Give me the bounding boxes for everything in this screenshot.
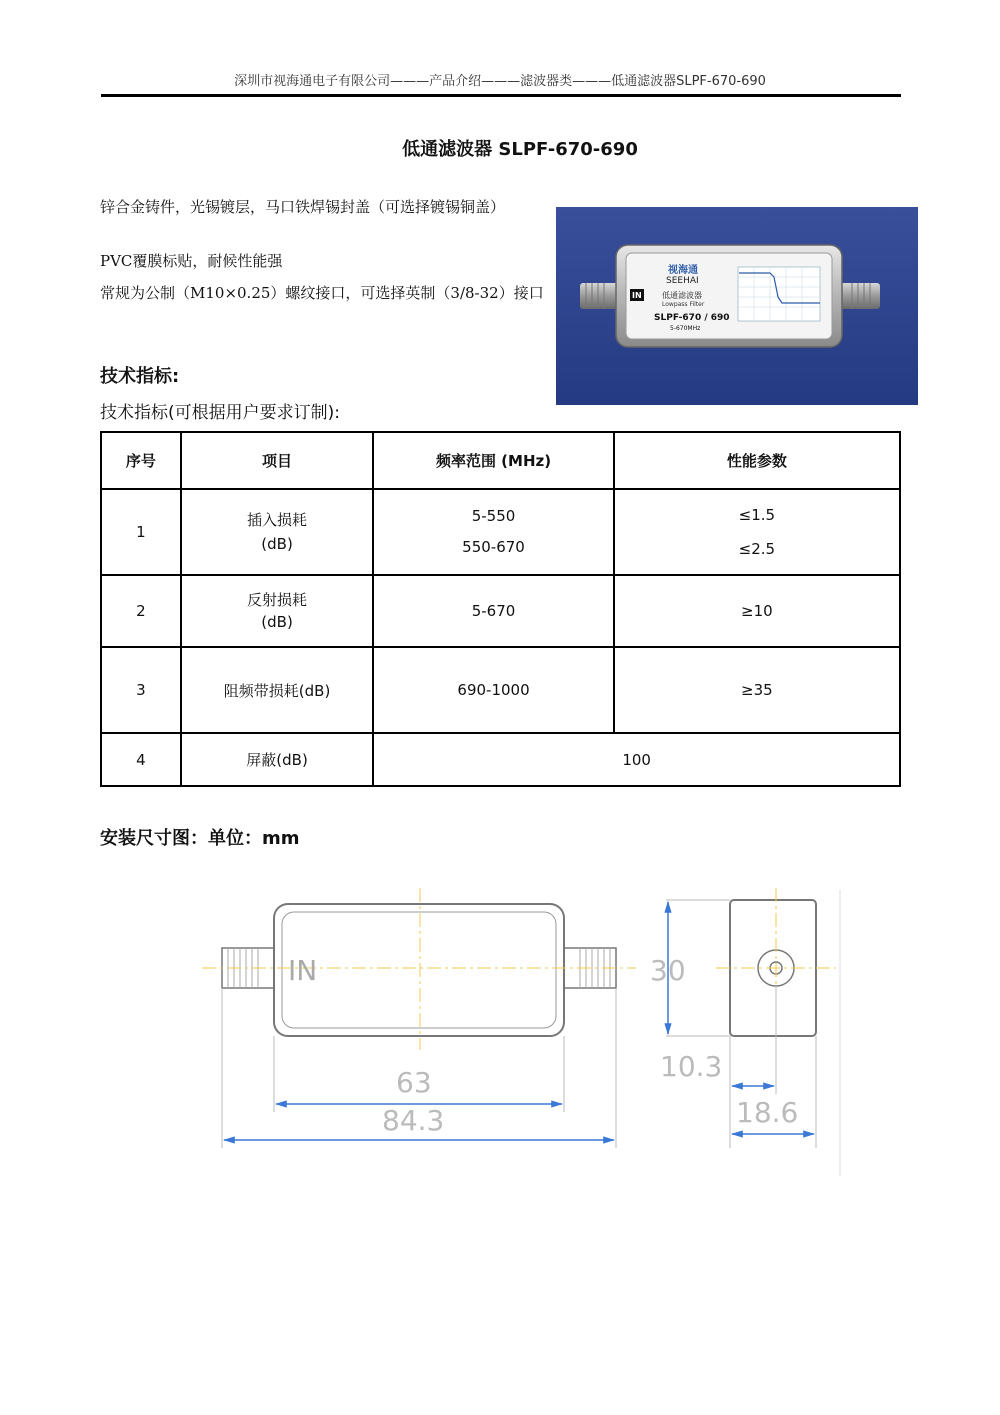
page-title: 低通滤波器 SLPF-670-690 bbox=[402, 139, 638, 160]
description-line-2: PVC覆膜标贴，耐候性能强 bbox=[100, 252, 283, 270]
specs-intro: 技术指标(可根据用户要求订制): bbox=[100, 403, 340, 423]
row-freq: 5-670 bbox=[373, 575, 613, 647]
photo-model: SLPF-670 / 690 bbox=[654, 313, 730, 323]
table-row bbox=[101, 575, 900, 647]
description-line-1: 锌合金铸件，光锡镀层，马口铁焊锡封盖（可选择镀锡铜盖） bbox=[100, 198, 506, 216]
photo-brand-cn: 视海通 bbox=[668, 265, 698, 276]
specs-heading: 技术指标: bbox=[100, 366, 180, 387]
dimension-heading: 安装尺寸图：单位：mm bbox=[100, 828, 300, 849]
header-divider bbox=[101, 94, 901, 97]
header-no: 序号 bbox=[101, 432, 181, 489]
dim-total-length: 84.3 bbox=[382, 1104, 445, 1137]
row-no: 4 bbox=[101, 733, 181, 786]
dim-port-offset: 10.3 bbox=[660, 1050, 723, 1083]
dim-height: 30 bbox=[650, 954, 686, 987]
item-unit: (dB) bbox=[261, 535, 293, 553]
item-unit: (dB) bbox=[261, 613, 293, 631]
dim-body-length: 63 bbox=[396, 1066, 432, 1099]
row-no: 3 bbox=[101, 647, 181, 733]
row-item: 屏蔽(dB) bbox=[181, 733, 374, 786]
photo-product-cn: 低通滤波器 bbox=[662, 291, 702, 300]
side-view bbox=[716, 888, 840, 1176]
row-item bbox=[181, 489, 374, 575]
row-param bbox=[614, 489, 900, 575]
item-line: 反射损耗 bbox=[247, 591, 308, 609]
photo-brand-en: SEEHAI bbox=[666, 276, 699, 286]
product-photo bbox=[556, 207, 918, 405]
table-header-row bbox=[101, 432, 900, 489]
page-header: 深圳市视海通电子有限公司———产品介绍———滤波器类———低通滤波器SLPF-670-690 bbox=[234, 74, 766, 89]
row-no: 2 bbox=[101, 575, 181, 647]
dim-depth: 18.6 bbox=[736, 1096, 799, 1129]
item-line: 插入损耗 bbox=[247, 511, 308, 529]
row-merged-value: 100 bbox=[373, 733, 900, 786]
freq-value: 5-550 bbox=[471, 507, 516, 525]
row-item bbox=[181, 575, 374, 647]
header-freq: 频率范围 (MHz) bbox=[373, 432, 613, 489]
param-value: ≤2.5 bbox=[738, 540, 776, 558]
row-param: ≥35 bbox=[614, 647, 900, 733]
row-no: 1 bbox=[101, 489, 181, 575]
header-item: 项目 bbox=[181, 432, 374, 489]
table-row bbox=[101, 647, 900, 733]
frequency-response-graph bbox=[738, 267, 820, 321]
row-item: 阻频带损耗(dB) bbox=[181, 647, 374, 733]
front-view bbox=[202, 888, 636, 1050]
photo-product-en: Lowpass Filter bbox=[662, 301, 705, 308]
header-param: 性能参数 bbox=[614, 432, 900, 489]
spec-table bbox=[100, 431, 901, 787]
description-line-3: 常规为公制（M10×0.25）螺纹接口，可选择英制（3/8-32）接口 bbox=[100, 284, 544, 302]
dimension-drawing bbox=[196, 880, 850, 1180]
row-param: ≥10 bbox=[614, 575, 900, 647]
drawing-port-label: IN bbox=[288, 954, 318, 987]
photo-band: 5-670MHz bbox=[670, 325, 701, 332]
freq-value: 550-670 bbox=[462, 538, 525, 556]
row-freq bbox=[373, 489, 613, 575]
param-value: ≤1.5 bbox=[738, 506, 776, 524]
table-row bbox=[101, 489, 900, 575]
row-freq: 690-1000 bbox=[373, 647, 613, 733]
photo-port-label: IN bbox=[632, 291, 642, 300]
table-row bbox=[101, 733, 900, 786]
